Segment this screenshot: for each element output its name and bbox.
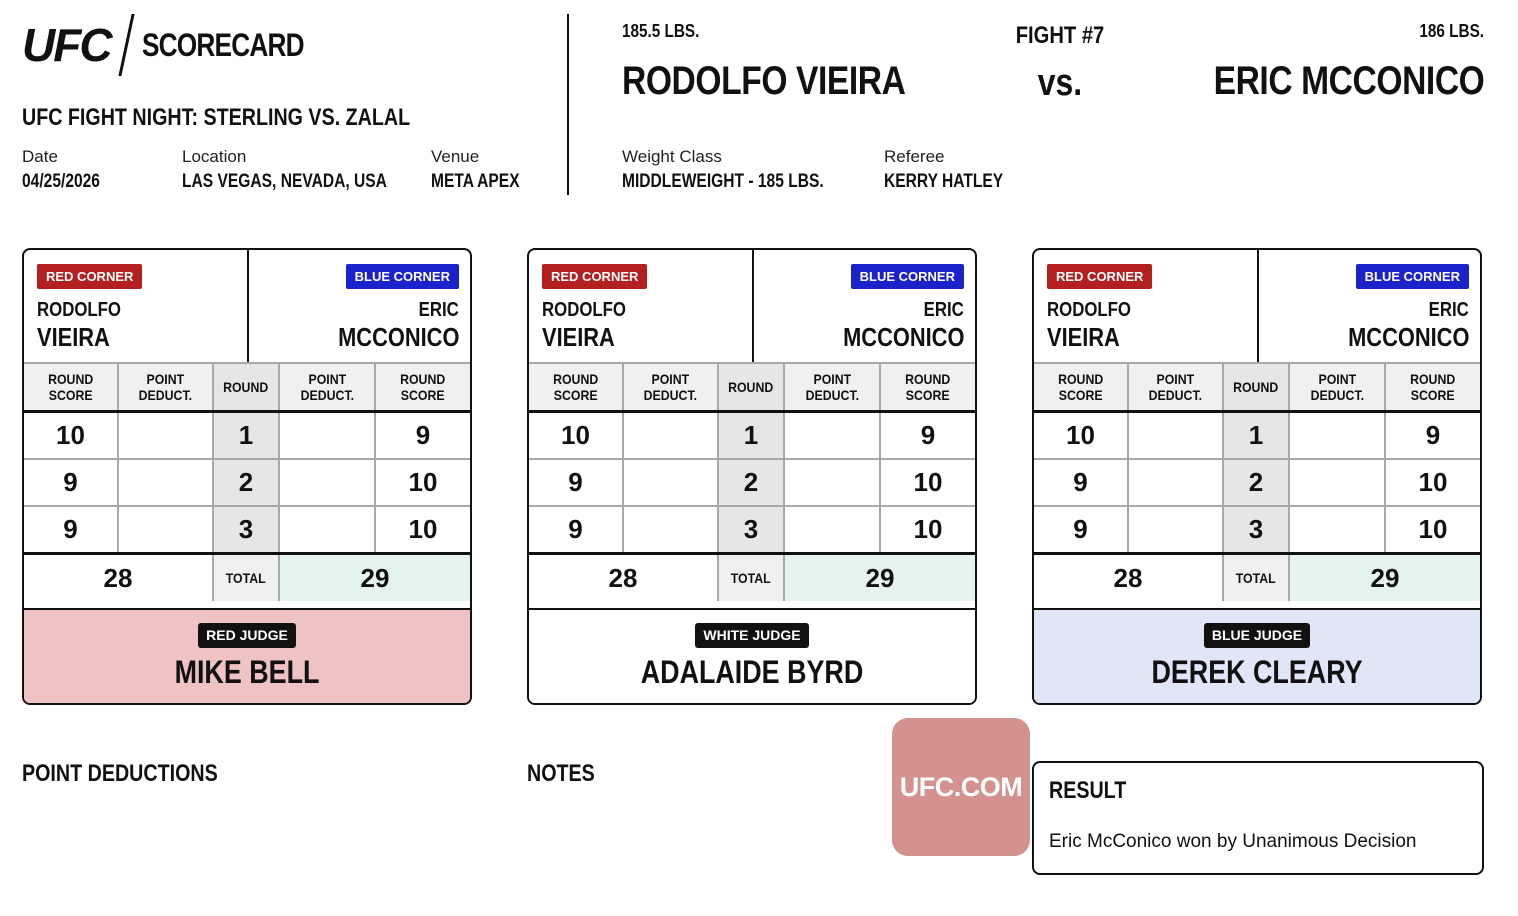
round-row xyxy=(24,412,470,460)
round-number: 2 xyxy=(213,459,279,506)
blue-corner-badge: BLUE CORNER xyxy=(346,264,459,289)
blue-last-name: MCCONICO xyxy=(337,322,459,352)
ufc-logo: UFC xyxy=(22,19,111,71)
blue-fighter-weight: 186 LBS. xyxy=(1419,21,1484,41)
round-row xyxy=(529,412,975,460)
referee-label: Referee xyxy=(884,147,945,166)
red-round-score: 9 xyxy=(529,506,623,554)
blue-round-score-header: ROUND SCORE xyxy=(880,363,975,412)
judge-panel xyxy=(1034,608,1480,705)
ufc-scorecard-logo xyxy=(22,20,339,70)
corners-header xyxy=(529,250,975,364)
red-point-deduction xyxy=(623,506,718,554)
total-label: TOTAL xyxy=(718,554,784,602)
judge-name: ADALAIDE BYRD xyxy=(640,654,864,690)
blue-total: 29 xyxy=(279,554,470,602)
score-table-header xyxy=(1034,363,1480,412)
red-fighter-weight: 185.5 LBS. xyxy=(622,21,700,41)
round-row xyxy=(1034,412,1480,460)
scorecard-title: SCORECARD xyxy=(141,26,304,63)
judge-badge: RED JUDGE xyxy=(198,623,296,648)
blue-point-deduct-header: POINT DEDUCT. xyxy=(279,363,375,412)
judge-name: MIKE BELL xyxy=(174,654,320,690)
blue-round-score-header: ROUND SCORE xyxy=(375,363,470,412)
round-row xyxy=(529,506,975,554)
round-number: 3 xyxy=(213,506,279,554)
blue-corner-badge: BLUE CORNER xyxy=(1356,264,1469,289)
round-number: 2 xyxy=(1223,459,1289,506)
logo-divider xyxy=(118,14,134,76)
red-point-deduction xyxy=(118,459,213,506)
round-row xyxy=(24,506,470,554)
round-row xyxy=(529,459,975,506)
blue-corner-panel xyxy=(1259,250,1482,362)
blue-point-deduction xyxy=(784,412,880,460)
blue-first-name: ERIC xyxy=(1428,299,1469,321)
red-round-score: 9 xyxy=(1034,506,1128,554)
blue-round-score: 9 xyxy=(375,412,470,460)
vs-label: vs. xyxy=(1037,62,1083,104)
red-round-score: 9 xyxy=(1034,459,1128,506)
result-box xyxy=(1032,761,1484,875)
red-round-score-header: ROUND SCORE xyxy=(24,363,118,412)
round-number: 1 xyxy=(1223,412,1289,460)
header-divider xyxy=(567,14,569,195)
round-row xyxy=(1034,459,1480,506)
blue-total: 29 xyxy=(1289,554,1480,602)
white-judge-scorecard xyxy=(527,248,977,705)
blue-first-name: ERIC xyxy=(923,299,964,321)
fight-number: FIGHT #7 xyxy=(1015,22,1105,49)
red-point-deduct-header: POINT DEDUCT. xyxy=(118,363,213,412)
round-number: 2 xyxy=(718,459,784,506)
blue-point-deduction xyxy=(1289,412,1385,460)
total-label: TOTAL xyxy=(213,554,279,602)
red-round-score: 10 xyxy=(1034,412,1128,460)
score-table xyxy=(1034,362,1480,601)
round-row xyxy=(24,459,470,506)
referee-value: KERRY HATLEY xyxy=(884,171,1004,192)
red-point-deduct-header: POINT DEDUCT. xyxy=(1128,363,1223,412)
red-round-score: 9 xyxy=(529,459,623,506)
red-point-deduction xyxy=(623,459,718,506)
total-row xyxy=(24,554,470,602)
blue-point-deduction xyxy=(1289,459,1385,506)
red-point-deduction xyxy=(118,506,213,554)
red-round-score-header: ROUND SCORE xyxy=(529,363,623,412)
corners-header xyxy=(24,250,470,364)
red-last-name: VIEIRA xyxy=(542,322,615,352)
date-label: Date xyxy=(22,147,58,166)
total-label: TOTAL xyxy=(1223,554,1289,602)
blue-round-score: 9 xyxy=(1385,412,1480,460)
blue-last-name: MCCONICO xyxy=(1347,322,1469,352)
red-round-score: 9 xyxy=(24,459,118,506)
round-header: ROUND xyxy=(1223,363,1289,412)
red-round-score-header: ROUND SCORE xyxy=(1034,363,1128,412)
red-corner-badge: RED CORNER xyxy=(542,264,647,289)
red-point-deduction xyxy=(118,412,213,460)
blue-point-deduction xyxy=(1289,506,1385,554)
blue-round-score-header: ROUND SCORE xyxy=(1385,363,1480,412)
result-title: RESULT xyxy=(1049,777,1127,804)
round-header: ROUND xyxy=(718,363,784,412)
red-total: 28 xyxy=(1034,554,1223,602)
red-point-deduct-header: POINT DEDUCT. xyxy=(623,363,718,412)
blue-point-deduct-header: POINT DEDUCT. xyxy=(1289,363,1385,412)
red-corner-panel xyxy=(24,250,249,362)
judge-badge: WHITE JUDGE xyxy=(695,623,808,648)
point-deductions-heading: POINT DEDUCTIONS xyxy=(22,760,218,787)
red-last-name: VIEIRA xyxy=(1047,322,1120,352)
score-table xyxy=(529,362,975,601)
blue-judge-scorecard xyxy=(1032,248,1482,705)
red-round-score: 9 xyxy=(24,506,118,554)
score-table-header xyxy=(529,363,975,412)
red-corner-badge: RED CORNER xyxy=(1047,264,1152,289)
red-corner-panel xyxy=(529,250,754,362)
judge-panel xyxy=(24,608,470,705)
result-text: Eric McConico won by Unanimous Decision xyxy=(1049,831,1417,852)
corners-header xyxy=(1034,250,1480,364)
blue-round-score: 9 xyxy=(880,412,975,460)
blue-point-deduction xyxy=(279,459,375,506)
red-fighter-name: RODOLFO VIEIRA xyxy=(622,59,906,103)
date-value: 04/25/2026 xyxy=(22,171,100,192)
red-round-score: 10 xyxy=(529,412,623,460)
blue-corner-panel xyxy=(249,250,472,362)
blue-point-deduct-header: POINT DEDUCT. xyxy=(784,363,880,412)
score-table-header xyxy=(24,363,470,412)
red-corner-panel xyxy=(1034,250,1259,362)
red-first-name: RODOLFO xyxy=(542,299,626,321)
blue-point-deduction xyxy=(784,506,880,554)
red-point-deduction xyxy=(623,412,718,460)
red-total: 28 xyxy=(24,554,213,602)
blue-point-deduction xyxy=(784,459,880,506)
red-corner-badge: RED CORNER xyxy=(37,264,142,289)
blue-first-name: ERIC xyxy=(418,299,459,321)
blue-fighter-name: ERIC MCCONICO xyxy=(1213,59,1484,103)
round-number: 3 xyxy=(1223,506,1289,554)
blue-point-deduction xyxy=(279,412,375,460)
round-number: 3 xyxy=(718,506,784,554)
blue-round-score: 10 xyxy=(880,459,975,506)
location-value: LAS VEGAS, NEVADA, USA xyxy=(182,171,387,192)
red-first-name: RODOLFO xyxy=(1047,299,1131,321)
total-row xyxy=(529,554,975,602)
total-row xyxy=(1034,554,1480,602)
score-table xyxy=(24,362,470,601)
blue-round-score: 10 xyxy=(375,459,470,506)
red-first-name: RODOLFO xyxy=(37,299,121,321)
blue-round-score: 10 xyxy=(1385,506,1480,554)
notes-heading: NOTES xyxy=(527,760,595,787)
blue-total: 29 xyxy=(784,554,975,602)
red-round-score: 10 xyxy=(24,412,118,460)
venue-value: META APEX xyxy=(431,171,520,192)
red-point-deduction xyxy=(1128,459,1223,506)
blue-point-deduction xyxy=(279,506,375,554)
blue-corner-badge: BLUE CORNER xyxy=(851,264,964,289)
round-number: 1 xyxy=(213,412,279,460)
judge-name: DEREK CLEARY xyxy=(1151,654,1363,690)
blue-corner-panel xyxy=(754,250,977,362)
location-label: Location xyxy=(182,147,247,166)
round-header: ROUND xyxy=(213,363,279,412)
red-point-deduction xyxy=(1128,506,1223,554)
red-point-deduction xyxy=(1128,412,1223,460)
blue-round-score: 10 xyxy=(1385,459,1480,506)
ufc-com-watermark: UFC.COM xyxy=(892,718,1030,856)
red-judge-scorecard xyxy=(22,248,472,705)
blue-round-score: 10 xyxy=(375,506,470,554)
event-title: UFC FIGHT NIGHT: STERLING VS. ZALAL xyxy=(22,104,411,131)
judge-badge: BLUE JUDGE xyxy=(1204,623,1310,648)
round-number: 1 xyxy=(718,412,784,460)
judge-panel xyxy=(529,608,975,705)
round-row xyxy=(1034,506,1480,554)
weight-class-label: Weight Class xyxy=(622,147,722,166)
blue-last-name: MCCONICO xyxy=(842,322,964,352)
red-total: 28 xyxy=(529,554,718,602)
red-last-name: VIEIRA xyxy=(37,322,110,352)
weight-class-value: MIDDLEWEIGHT - 185 LBS. xyxy=(622,171,824,192)
blue-round-score: 10 xyxy=(880,506,975,554)
venue-label: Venue xyxy=(431,147,480,166)
